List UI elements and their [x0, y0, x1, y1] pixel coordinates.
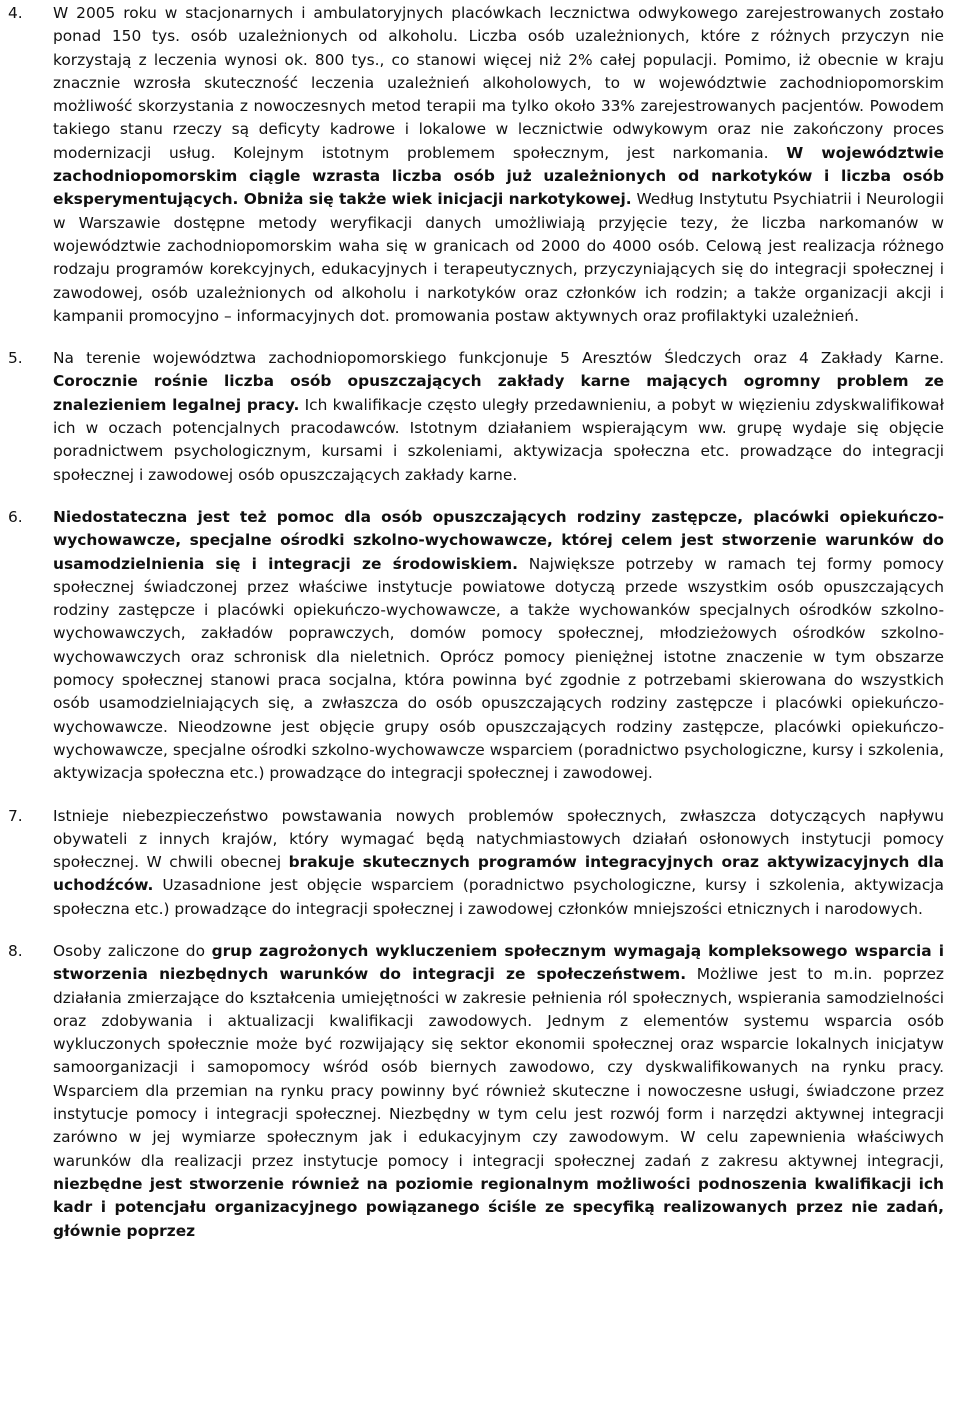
text-run: Największe potrzeby w ramach tej formy pomocy społecznej świadczonej przez właściwe instytucje powiatowe dotyczą przede wszystkim osób opuszczających rodziny zastępcze i placówki opiekuńczo-wychowawcze, a także wychowanków specjalnych ośrodków szkolno-wychowawczych, zakładów poprawczych, domów pomocy społecznej, młodzieżowych ośrodków szkolno-wychowawczych oraz schronisk dla nieletnich. Oprócz pomocy pieniężnej istotne znaczenie w tym obszarze pomocy społecznej stanowi praca socjalna, która powinna być zgodnie z potrzebami skierowana do wszystkich osób usamodzielniających się, a zwłaszcza do osób opuszczających rodziny zastępcze i placówki opiekuńczo-wychowawcze. Nieodzowne jest objęcie grupy osób opuszczających rodziny zastępcze, placówki opiekuńczo- wychowawcze, specjalne ośrodki szkolno-wychowawcze wsparciem (poradnictwo psychologiczne, kursy i szkolenia, aktywizacja społeczna etc.) prowadzące do integracji społecznej i zawodowej. [53, 554, 944, 783]
paragraph [53, 805, 944, 921]
text-run: Uzasadnione jest objęcie wsparciem (poradnictwo psychologiczne, kursy i szkolenia, aktywizacja społeczna etc.) prowadzące do integracji społecznej i zawodowej członków mniejszości etnicznych i narodowych. [53, 876, 944, 918]
list-number: 7. [8, 806, 23, 825]
bold-text-run: grup zagrożonych wykluczeniem społecznym wymagają kompleksowego wsparcia i stworzenia niezbędnych warunków do integracji ze społeczeństwem. [53, 941, 945, 984]
bold-text-run: brakuje skutecznych programów integracyjnych oraz aktywizacyjnych dla uchodźców. [53, 853, 945, 895]
text-run: Osoby zaliczone do [53, 941, 212, 960]
list-item-6 [8, 506, 944, 786]
paragraph [53, 347, 944, 487]
list-number: 6. [8, 507, 23, 526]
text-run: Ich kwalifikacje często uległy przedawnieniu, a pobyt w więzieniu zdyskwalifikował ich w oczach potencjalnych pracodawców. Istotnym działaniem wspierającym ww. grupę wydaje się objęcie poradnictwem psychologicznym, kursami i szkoleniami, aktywizacja społeczna etc. prowadzące do integracji społecznej i zawodowej osób opuszczających zakłady karne. [53, 395, 944, 484]
text-run: Istnieje niebezpieczeństwo powstawania nowych problemów społecznych, zwłaszcza dotyczących napływu obywateli z innych krajów, który wymagać będą natychmiastowych działań osłonowych instytucji pomocy społecznej. W chwili obecnej [53, 806, 944, 872]
text-run: Według Instytutu Psychiatrii i Neurologii w Warszawie dostępne metody weryfikacji danych umożliwiają przyjęcie tezy, że liczba narkomanów w województwie zachodniopomorskim waha się w granicach od 2000 do 4000 osób. Celową jest realizacja różnego rodzaju programów korekcyjnych, edukacyjnych i terapeutycznych, przyczyniających się do integracji społecznej i zawodowej, osób uzależnionych od alkoholu i narkotyków oraz członków ich rodzin; a także organizacji akcji i kampanii promocyjno – informacyjnych dot. promowania postaw aktywnych oraz profilaktyki uzależnień. [53, 190, 944, 325]
text-run: Możliwe jest to m.in. poprzez działania zmierzające do kształcenia umiejętności w zakresie pełnienia ról społecznych, wspierania samodzielności oraz zdobywania i aktualizacji kwalifikacji zawodowych. Jednym z elementów systemu wsparcia osób wykluczonych społecznie może być rozwijający się sektor ekonomii społecznej oraz wsparcie lokalnych inicjatyw samoorganizacji i samopomocy wśród osób biernych zawodowo, czy dyskwalifikowanych na rynku pracy. Wsparciem dla przemian na rynku pracy powinny być również skuteczne i nowoczesne usługi, świadczone przez instytucje pomocy i integracji społecznej. Niezbędny w tym celu jest rozwój form i narzędzi aktywnej integracji zarówno w jej wymiarze społecznym jak i edukacyjnym czy zawodowym. W celu zapewnienia właściwych warunków dla realizacji przez instytucje pomocy i integracji społecznej zadań z zakresu aktywnej integracji, [53, 965, 944, 1170]
bold-text-run: Corocznie rośnie liczba osób opuszczających zakłady karne mających ogromny problem ze znalezieniem legalnej pracy. [53, 372, 944, 414]
list-item-8 [8, 940, 944, 1243]
list-number: 4. [8, 4, 23, 22]
bold-text-run: niezbędne jest stworzenie również na poziomie regionalnym możliwości podnoszenia kwalifikacji ich kadr i potencjału organizacyjnego powiązanego ściśle ze specyfiką realizowanych przez nie zadań, głównie poprzez [53, 1174, 944, 1240]
paragraph [53, 2, 944, 328]
paragraph [53, 940, 944, 1243]
list-item-5 [8, 347, 944, 487]
text-run: Na terenie województwa zachodniopomorskiego funkcjonuje 5 Aresztów Śledczych oraz 4 Zakłady Karne. [53, 349, 944, 368]
list-item-4 [8, 2, 944, 328]
paragraph [53, 506, 944, 786]
list-number: 5. [8, 349, 23, 368]
text-run: W 2005 roku w stacjonarnych i ambulatoryjnych placówkach lecznictwa odwykowego zarejestrowanych zostało ponad 150 tys. osób uzależnionych od alkoholu. Liczba osób uzależnionych, które z różnych przyczyn nie korzystają z leczenia wynosi ok. 800 tys., co stanowi więcej niż 2% całej populacji. Pomimo, iż obecnie w kraju znacznie wzrosła skuteczność leczenia uzależnień alkoholowych, to w województwie zachodniopomorskim możliwość skorzystania z nowoczesnych metod terapii ma tylko około 33% zarejestrowanych pacjentów. Powodem takiego stanu rzeczy są deficyty kadrowe i lokalowe w lecznictwie odwykowym oraz nie zakończony proces modernizacji usług. Kolejnym istotnym problemem społecznym, jest narkomania. [53, 4, 944, 162]
list-number: 8. [8, 941, 23, 960]
list-item-7 [8, 805, 944, 921]
bold-text-run: Niedostateczna jest też pomoc dla osób opuszczających rodziny zastępcze, placówki opiekuńczo-wychowawcze, specjalne ośrodki szkolno-wychowawcze, której celem jest stworzenie warunków do usamodzielnienia się i integracji ze środowiskiem. [53, 507, 944, 573]
bold-text-run: W województwie zachodniopomorskim ciągle wzrasta liczba osób już uzależnionych od narkotyków i liczba osób eksperymentujących. Obniża się także wiek inicjacji narkotykowej. [53, 143, 944, 209]
